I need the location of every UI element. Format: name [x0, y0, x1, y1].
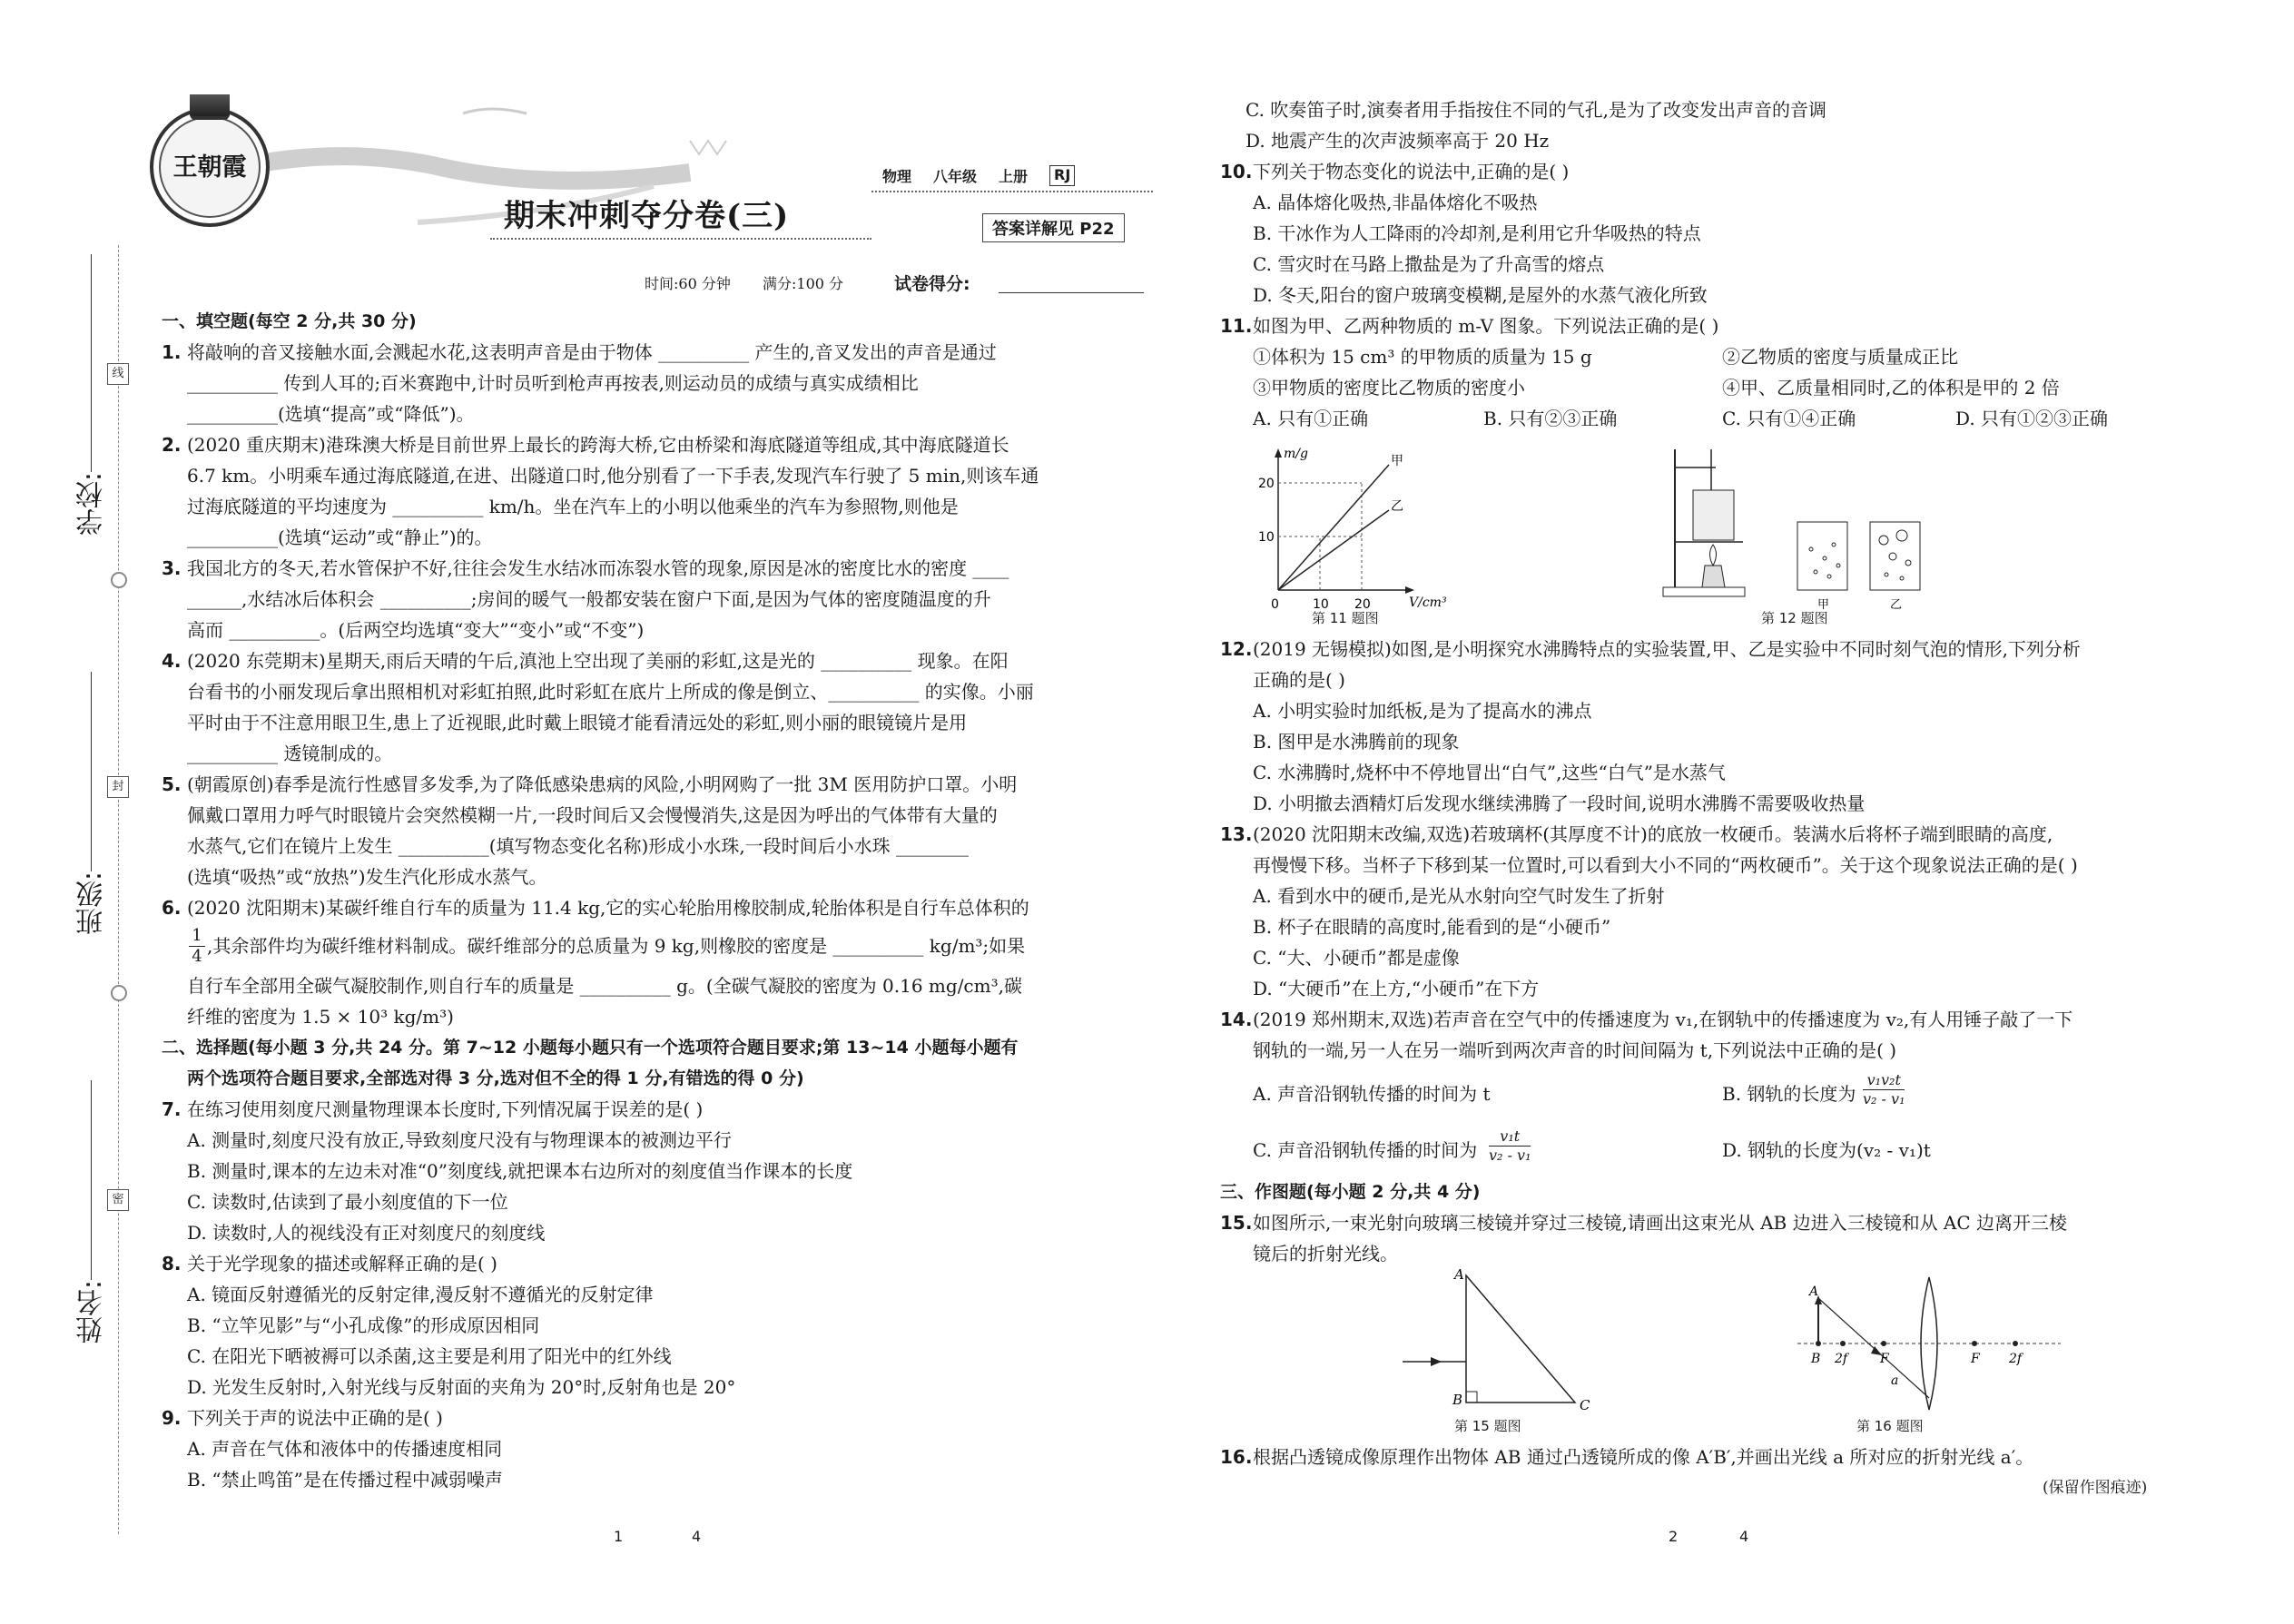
section-fill-blank: 一、填空题(每空 2 分,共 30 分) — [162, 311, 417, 331]
q6-line4: 纤维的密度为 1.5 × 10³ kg/m³) — [187, 1006, 454, 1028]
q3-number: 3. — [162, 557, 182, 579]
section-choice-line2: 两个选项符合题目要求,全部选对得 3 分,选对但不全的得 1 分,有错选的得 0 分) — [187, 1068, 804, 1088]
fig16-convex-lens[interactable] — [1921, 1277, 1937, 1410]
fig16-lens-diagram — [1793, 1266, 2065, 1421]
q8-stem: 关于光学现象的描述或解释正确的是( ) — [187, 1253, 497, 1275]
q8-option-b[interactable]: B. “立竿见影”与“小孔成像”的形成原因相同 — [187, 1314, 540, 1336]
logo-seal — [150, 107, 270, 227]
logo-text: 王朝霞 — [172, 153, 247, 182]
q14b-numerator: v₁v₂t — [1863, 1071, 1905, 1090]
fig16-label-f-right: F — [1971, 1352, 1980, 1366]
fig15-prism[interactable] — [1466, 1275, 1575, 1403]
q11-statement-4: ④甲、乙质量相同时,乙的体积是甲的 2 倍 — [1722, 377, 2060, 399]
fig12-beaker — [1693, 490, 1734, 540]
q4-line4: __________ 透镜制成的。 — [187, 743, 393, 764]
binding-line — [118, 245, 119, 1534]
q15-line2: 镜后的折射光线。 — [1253, 1243, 1398, 1265]
school-field[interactable] — [91, 254, 92, 472]
fig11-label-jia: 甲 — [1391, 454, 1403, 468]
fig16-label-f-left: F — [1880, 1352, 1889, 1366]
fig12-boiling-apparatus — [1661, 440, 1934, 622]
q4-line2: 台看书的小丽发现后拿出照相机对彩虹拍照,此时彩虹在底片上所成的像是倒立、__________ 的实像。小丽 — [187, 681, 1034, 703]
fig11-line-jia — [1278, 465, 1389, 590]
fig12-bubbles-jia — [1809, 543, 1840, 578]
q6-line3: 自行车全部用全碳气凝胶制作,则自行车的质量是 __________ g。(全碳气凝胶的密度为 0.16 mg/cm³,碳 — [187, 975, 1022, 997]
q7-option-a[interactable]: A. 测量时,刻度尺没有放正,导致刻度尺没有与物理课本的被测边平行 — [187, 1129, 732, 1151]
q14b-denominator: v₂ - v₁ — [1863, 1090, 1905, 1107]
q14-option-b[interactable] — [1722, 1078, 1856, 1109]
q7-option-d[interactable]: D. 读数时,人的视线没有正对刻度尺的刻度线 — [187, 1222, 546, 1244]
q3-line2: ______,水结冰后体积会 __________;房间的暖气一般都安装在窗户下面,是因为气体的密度随温度的升 — [187, 588, 991, 610]
q8-option-c[interactable]: C. 在阳光下晒被褥可以杀菌,这主要是利用了阳光中的红外线 — [187, 1345, 672, 1367]
q1-number: 1. — [162, 341, 182, 363]
q13-option-b[interactable]: B. 杯子在眼睛的高度时,能看到的是“小硬币” — [1253, 916, 1611, 938]
exam-time: 时间:60 分钟 — [645, 275, 731, 292]
fig12-flame — [1710, 545, 1717, 566]
fig11-mv-graph — [1253, 445, 1480, 626]
q14c-denominator: v₂ - v₁ — [1489, 1147, 1531, 1164]
q12-line2: 正确的是( ) — [1253, 669, 1345, 691]
q5-line4: (选填“吸热”或“放热”)发生汽化形成水蒸气。 — [187, 866, 547, 888]
q15-line1: 如图所示,一束光射向玻璃三棱镜并穿过三棱镜,请画出这束光从 AB 边进入三棱镜和从 AC 边离开三棱 — [1253, 1212, 2068, 1234]
score-field[interactable] — [999, 292, 1144, 293]
logo-crown-icon — [190, 94, 230, 120]
fig11-x-arrow — [1405, 586, 1414, 594]
fig11-y-arrow — [1275, 448, 1282, 458]
fig11-x0: 0 — [1271, 597, 1279, 612]
fig11-label-yi: 乙 — [1391, 499, 1403, 514]
q14-option-b-fraction — [1863, 1071, 1905, 1108]
q11-statement-1: ①体积为 15 cm³ 的甲物质的质量为 15 g — [1253, 346, 1592, 368]
exam-full-score: 满分:100 分 — [763, 275, 844, 292]
fig12-caption: 第 12 题图 — [1761, 610, 1828, 626]
tag-grade: 八年级 — [933, 168, 978, 185]
q7-option-b[interactable]: B. 测量时,课本的左边未对准“0”刻度线,就把课本右边所对的刻度值当作课本的长度 — [187, 1160, 853, 1182]
q4-number: 4. — [162, 650, 182, 672]
fig15-right-angle-mark — [1466, 1392, 1477, 1403]
fig12-label-jia: 甲 — [1817, 598, 1830, 612]
q11-stem: 如图为甲、乙两种物质的 m-V 图象。下列说法正确的是( ) — [1253, 315, 1719, 337]
fig15-prism-diagram — [1398, 1266, 1607, 1421]
q13-option-c[interactable]: C. “大、小硬币”都是虚像 — [1253, 947, 1460, 969]
q11-number: 11. — [1220, 315, 1253, 337]
q2-line4: __________(选填“运动”或“静止”)的。 — [187, 527, 493, 548]
q4-line3: 平时由于不注意用眼卫生,患上了近视眼,此时戴上眼镜才能看清远处的彩虹,则小丽的眼镜镜片是用 — [187, 712, 968, 733]
fig11-y10: 10 — [1258, 530, 1275, 545]
q1-line1: 将敲响的音叉接触水面,会溅起水花,这表明声音是由于物体 __________ 产生的,音叉发出的声音是通过 — [187, 341, 997, 363]
q2-line2: 6.7 km。小明乘车通过海底隧道,在进、出隧道口时,他分别看了一下手表,发现汽车行驶了 5 min,则该车通 — [187, 465, 1039, 487]
fig11-ylabel: m/g — [1284, 447, 1308, 461]
fig15-label-c: C — [1580, 1397, 1590, 1413]
q13-line2: 再慢慢下移。当杯子下移到某一位置时,可以看到大小不同的“两枚硬币”。关于这个现象说法正确的是( ) — [1253, 854, 2078, 876]
fig16-point-2f-left — [1840, 1341, 1846, 1346]
q5-line2: 佩戴口罩用力呼气时眼镜片会突然模糊一片,一段时间后又会慢慢消失,这是因为呼出的气体带有大量的 — [187, 804, 998, 826]
fig16-label-2f-right: 2f — [2009, 1352, 2023, 1366]
q12-option-a[interactable]: A. 小明实验时加纸板,是为了提高水的沸点 — [1253, 700, 1592, 722]
q7-number: 7. — [162, 1098, 182, 1120]
q2-number: 2. — [162, 434, 182, 456]
answer-ref: 答案详解见 P22 — [982, 213, 1125, 242]
q14-option-c[interactable] — [1253, 1135, 1477, 1166]
tag-term: 上册 — [999, 168, 1029, 185]
q1-line2: __________ 传到人耳的;百米赛跑中,计时员听到枪声再按表,则运动员的成绩与真实成绩相比 — [187, 372, 919, 394]
fig12-stand-base — [1663, 587, 1745, 596]
fig16-label-2f-left: 2f — [1835, 1352, 1848, 1366]
fig12-beaker-jia — [1797, 522, 1847, 590]
fig15-ray-arrow — [1431, 1357, 1442, 1366]
fig16-point-f-right — [1972, 1341, 1977, 1346]
q16-number: 16. — [1220, 1446, 1253, 1468]
q6-fraction-den: 4 — [192, 947, 202, 966]
fig16-label-ray-a: a — [1891, 1373, 1899, 1388]
q5-line1: (朝霞原创)春季是流行性感冒多发季,为了降低感染患病的风险,小明网购了一批 3M 医用防护口罩。小明 — [187, 773, 1018, 795]
q10-number: 10. — [1220, 161, 1253, 182]
fig16-caption: 第 16 题图 — [1856, 1418, 1924, 1434]
q12-line1: (2019 无锡模拟)如图,是小明探究水沸腾特点的实验装置,甲、乙是实验中不同时刻气泡的情形,下列分析 — [1253, 638, 2081, 660]
fig11-caption: 第 11 题图 — [1312, 610, 1379, 626]
footer-right-page: 2 — [1669, 1528, 1679, 1545]
q10-stem: 下列关于物态变化的说法中,正确的是( ) — [1253, 161, 1570, 182]
q6-line2: ,其余部件均为碳纤维材料制成。碳纤维部分的总质量为 9 kg,则橡胶的密度是 __________ kg/m³;如果 — [207, 935, 1026, 957]
section-choice-line1: 二、选择题(每小题 3 分,共 24 分。第 7~12 小题每小题只有一个选项符合题目要求;第 13~14 小题每小题有 — [162, 1038, 1019, 1058]
q12-option-c[interactable]: C. 水沸腾时,烧杯中不停地冒出“白气”,这些“白气”是水蒸气 — [1253, 762, 1726, 783]
q14-option-c-prefix: C. 声音沿钢轨传播的时间为 — [1253, 1139, 1478, 1161]
footer-left-page: 1 — [614, 1528, 624, 1545]
footer-left-total: 4 — [692, 1528, 702, 1545]
fig16-point-2f-right — [2013, 1341, 2018, 1346]
school-label: 学校: — [76, 472, 108, 536]
fig11-line-yi — [1278, 510, 1389, 590]
q6-fraction — [189, 926, 205, 967]
fig12-beaker-yi — [1870, 522, 1920, 590]
q9-option-a[interactable]: A. 声音在气体和液体中的传播速度相同 — [187, 1438, 503, 1460]
q10-option-a[interactable]: A. 晶体熔化吸热,非晶体熔化不吸热 — [1253, 192, 1538, 213]
q14-option-a[interactable]: A. 声音沿钢轨传播的时间为 t — [1253, 1083, 1491, 1105]
fig11-xlabel: V/cm³ — [1409, 595, 1447, 610]
q5-line3: 水蒸气,它们在镜片上发生 __________(填写物态变化名称)形成小水珠,一段时间后小水珠 ________ — [187, 835, 970, 857]
q8-option-d[interactable]: D. 光发生反射时,入射光线与反射面的夹角为 20°时,反射角也是 20° — [187, 1376, 736, 1398]
q5-number: 5. — [162, 773, 182, 795]
binding-mark-top: 线 — [107, 363, 129, 385]
fig12-bubbles-yi — [1879, 530, 1911, 580]
footer-right-total: 4 — [1739, 1528, 1749, 1545]
punch-hole-top — [111, 572, 127, 588]
name-field[interactable] — [91, 1080, 92, 1280]
name-label: 姓名: — [76, 1280, 108, 1344]
class-label: 班级: — [76, 871, 108, 936]
fig15-label-a: A — [1454, 1266, 1464, 1283]
q12-option-b[interactable]: B. 图甲是水沸腾前的现象 — [1253, 731, 1460, 753]
q14c-numerator: v₁t — [1489, 1127, 1531, 1147]
q6-fraction-num: 1 — [189, 926, 205, 947]
q3-line1: 我国北方的冬天,若水管保护不好,往往会发生水结冰而冻裂水管的现象,原因是冰的密度比水的密度 ____ — [187, 557, 1009, 579]
q12-number: 12. — [1220, 638, 1253, 660]
q15-number: 15. — [1220, 1212, 1253, 1234]
q1-line3: __________(选填“提高”或“降低”)。 — [187, 403, 475, 425]
q11-option-b[interactable]: B. 只有②③正确 — [1483, 408, 1618, 429]
q9-option-d[interactable]: D. 地震产生的次声波频率高于 20 Hz — [1245, 130, 1550, 152]
q10-option-d[interactable]: D. 冬天,阳台的窗户玻璃变模糊,是屋外的水蒸气液化所致 — [1253, 284, 1708, 306]
class-field[interactable] — [91, 672, 92, 871]
q14-option-d[interactable]: D. 钢轨的长度为(v₂ - v₁)t — [1722, 1139, 1931, 1161]
q14-line2: 钢轨的一端,另一人在另一端听到两次声音的时间间隔为 t,下列说法中正确的是( ) — [1253, 1039, 1897, 1061]
q8-number: 8. — [162, 1253, 182, 1275]
q6-number: 6. — [162, 897, 182, 919]
q9-stem: 下列关于声的说法中正确的是( ) — [187, 1407, 443, 1429]
q10-option-c[interactable]: C. 雪灾时在马路上撒盐是为了升高雪的熔点 — [1253, 253, 1605, 275]
q9-option-c[interactable]: C. 吹奏笛子时,演奏者用手指按住不同的气孔,是为了改变发出声音的音调 — [1245, 99, 1827, 121]
fig12-label-yi: 乙 — [1890, 598, 1903, 612]
q16-note: (保留作图痕迹) — [2043, 1479, 2148, 1497]
title-underline — [490, 238, 871, 240]
tag-underline — [871, 191, 1153, 192]
tag-subject: 物理 — [882, 168, 912, 185]
q13-option-d[interactable]: D. “大硬币”在上方,“小硬币”在下方 — [1253, 978, 1540, 999]
q13-number: 13. — [1220, 823, 1253, 845]
page-title: 期末冲刺夺分卷(三) — [504, 198, 790, 234]
fig16-label-b: B — [1811, 1352, 1821, 1366]
binding-mark-bot: 密 — [107, 1189, 129, 1211]
fig16-point-b — [1816, 1341, 1821, 1346]
q14-option-c-fraction — [1489, 1127, 1531, 1165]
q9-number: 9. — [162, 1407, 182, 1429]
fig11-x20: 20 — [1354, 597, 1371, 612]
q11-option-d[interactable]: D. 只有①②③正确 — [1955, 408, 2109, 429]
q11-option-a[interactable]: A. 只有①正确 — [1253, 408, 1369, 429]
q9-option-b[interactable]: B. “禁止鸣笛”是在传播过程中减弱噪声 — [187, 1469, 503, 1491]
q2-line1: (2020 重庆期末)港珠澳大桥是目前世界上最长的跨海大桥,它由桥梁和海底隧道等组成,其中海底隧道长 — [187, 434, 1009, 456]
q12-option-d[interactable]: D. 小明撤去酒精灯后发现水继续沸腾了一段时间,说明水沸腾不需要吸收热量 — [1253, 792, 1866, 814]
fig11-y20: 20 — [1258, 477, 1275, 491]
fig12-burner — [1702, 566, 1725, 587]
punch-hole-bottom — [111, 985, 127, 1001]
q14-option-b-prefix: B. 钢轨的长度为 — [1722, 1083, 1856, 1105]
q13-line1: (2020 沈阳期末改编,双选)若玻璃杯(其厚度不计)的底放一枚硬币。装满水后将杯子端到眼睛的高度, — [1253, 823, 2053, 845]
q6-line1: (2020 沈阳期末)某碳纤维自行车的质量为 11.4 kg,它的实心轮胎用橡胶制成,轮胎体积是自行车总体积的 — [187, 897, 1029, 919]
q4-line1: (2020 东莞期末)星期天,雨后天晴的午后,滇池上空出现了美丽的彩虹,这是光的 __________ 现象。在阳 — [187, 650, 1009, 672]
q16-stem: 根据凸透镜成像原理作出物体 AB 通过凸透镜所成的像 A′B′,并画出光线 a 所对应的折射光线 a′。 — [1253, 1446, 2034, 1468]
q7-stem: 在练习使用刻度尺测量物理课本长度时,下列情况属于误差的是( ) — [187, 1098, 704, 1120]
fig15-label-b: B — [1452, 1392, 1463, 1408]
fig16-point-f-left — [1881, 1341, 1886, 1346]
q11-statement-2: ②乙物质的密度与质量成正比 — [1722, 346, 1958, 368]
binding-mark-mid: 封 — [107, 776, 129, 798]
q14-number: 14. — [1220, 1009, 1253, 1030]
q11-option-c[interactable]: C. 只有①④正确 — [1722, 408, 1856, 429]
q3-line3: 高而 __________。(后两空均选填“变大”“变小”或“不变”) — [187, 619, 645, 641]
q2-line3: 过海底隧道的平均速度为 __________ km/h。坐在汽车上的小明以他乘坐的汽车为参照物,则他是 — [187, 496, 959, 517]
section-drawing: 三、作图题(每小题 2 分,共 4 分) — [1220, 1182, 1481, 1202]
q7-option-c[interactable]: C. 读数时,估读到了最小刻度值的下一位 — [187, 1191, 508, 1213]
fig15-caption: 第 15 题图 — [1454, 1418, 1521, 1434]
tag-edition: RJ — [1049, 165, 1075, 186]
q8-option-a[interactable]: A. 镜面反射遵循光的反射定律,漫反射不遵循光的反射定律 — [187, 1284, 654, 1305]
q13-option-a[interactable]: A. 看到水中的硬币,是光从水射向空气时发生了折射 — [1253, 885, 1665, 907]
subject-tags — [882, 165, 1075, 186]
q11-statement-3: ③甲物质的密度比乙物质的密度小 — [1253, 377, 1525, 399]
fig16-label-a: A — [1809, 1284, 1819, 1299]
q14-line1: (2019 郑州期末,双选)若声音在空气中的传播速度为 v₁,在钢轨中的传播速度为 v₂,有人用锤子敲了一下 — [1253, 1009, 2073, 1030]
q10-option-b[interactable]: B. 干冰作为人工降雨的冷却剂,是利用它升华吸热的特点 — [1253, 222, 1701, 244]
score-label: 试卷得分: — [894, 274, 970, 294]
fig11-x10: 10 — [1313, 597, 1329, 612]
